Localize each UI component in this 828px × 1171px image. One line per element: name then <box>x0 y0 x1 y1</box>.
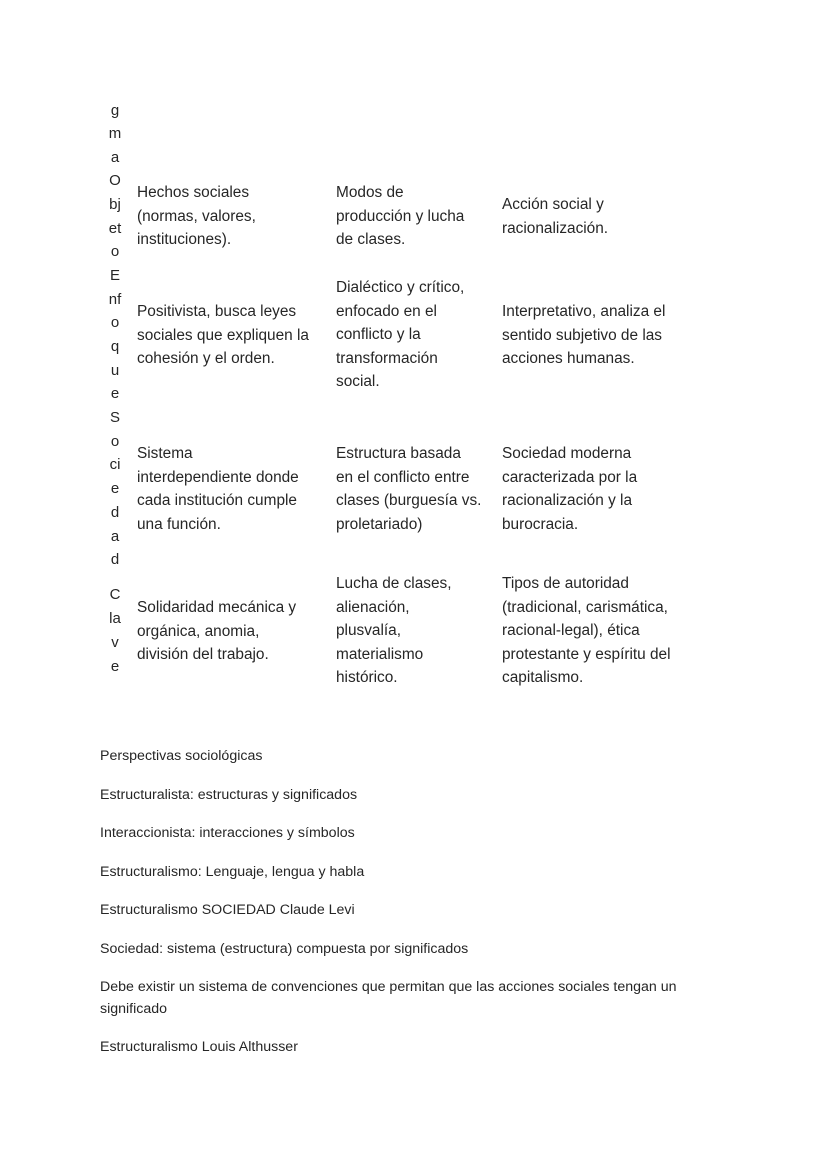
table-cell-objeto-durkheim <box>137 181 329 252</box>
row-header-fragment: v <box>111 634 119 651</box>
cell-line: producción y lucha <box>336 207 465 225</box>
note-paragraph <box>100 976 677 1020</box>
row-header-fragment: a <box>110 528 120 545</box>
cell-line: racionalización y la <box>502 492 633 510</box>
cell-line: materialismo <box>336 645 424 663</box>
cell-line: social. <box>336 373 380 391</box>
row-header-fragment: u <box>110 362 120 379</box>
table-cell-sociedad-marx <box>336 442 494 536</box>
note-line: Interaccionista: interacciones y símbolos <box>100 825 355 841</box>
row-header-fragment: e <box>110 480 120 497</box>
row-header-fragment: la <box>109 610 121 627</box>
cell-line: división del trabajo. <box>137 646 269 664</box>
cell-line: cada institución cumple <box>137 492 297 510</box>
row-header-fragment: g <box>110 102 120 119</box>
row-header-fragment: nf <box>108 291 122 308</box>
table-cell-clave-durkheim <box>137 596 329 667</box>
note-paragraph <box>100 861 364 883</box>
row-header-fragment: o <box>110 433 120 450</box>
cell-line: en el conflicto entre <box>336 468 470 486</box>
cell-line: Positivista, busca leyes <box>137 303 297 320</box>
row-header-fragment: et <box>108 220 122 237</box>
cell-line: histórico. <box>336 669 398 687</box>
cell-line: Tipos de autoridad <box>502 575 629 592</box>
note-line: Debe existir un sistema de convenciones que permitan que las acciones sociales tengan un <box>100 979 677 995</box>
cell-line: Estructura basada <box>336 445 461 462</box>
note-paragraph <box>100 822 355 844</box>
cell-line: protestante y espíritu del <box>502 645 671 663</box>
row-header-fragment: S <box>109 409 120 426</box>
row-header-fragment: o <box>110 243 120 260</box>
cell-line: (tradicional, carismática, <box>502 598 668 616</box>
row-header-fragment: d <box>110 504 120 521</box>
table-cell-clave-weber <box>502 572 702 690</box>
note-line: Perspectivas sociológicas <box>100 748 263 764</box>
cell-line: interdependiente donde <box>137 468 299 486</box>
cell-line: Modos de <box>336 184 404 201</box>
row-header-fragment: d <box>110 551 120 568</box>
note-paragraph <box>100 784 357 806</box>
row-header-fragment: ci <box>109 456 121 473</box>
cell-line: plusvalía, <box>336 622 402 640</box>
row-header-fragment: q <box>110 338 120 355</box>
table-cell-sociedad-durkheim <box>137 442 329 536</box>
row-header-fragment: m <box>108 125 122 142</box>
note-line: Sociedad: sistema (estructura) compuesta por significados <box>100 941 469 957</box>
cell-line: burocracia. <box>502 515 579 533</box>
cell-line: (normas, valores, <box>137 207 256 225</box>
cell-line: racionalización. <box>502 219 609 237</box>
note-paragraph <box>100 899 355 921</box>
row-header-fragment: e <box>110 658 120 675</box>
row-header-fragment: e <box>110 385 120 402</box>
table-cell-clave-marx <box>336 572 494 690</box>
note-line: Estructuralista: estructuras y significados <box>100 787 358 803</box>
cell-line: transformación <box>336 349 438 367</box>
cell-line: instituciones). <box>137 231 232 249</box>
cell-line: caracterizada por la <box>502 468 638 486</box>
cell-line: Lucha de clases, <box>336 575 452 592</box>
cell-line: orgánica, anomia, <box>137 622 260 640</box>
cell-line: Interpretativo, analiza el <box>502 303 666 320</box>
cell-line: Solidaridad mecánica y <box>137 599 297 616</box>
cell-line: de clases. <box>336 231 406 249</box>
row-header-fragment: a <box>110 149 120 166</box>
cell-line: sociales que expliquen la <box>137 326 309 344</box>
note-paragraph <box>100 938 468 960</box>
cell-line: alienación, <box>336 598 410 616</box>
note-line: Estructuralismo Louis Althusser <box>100 1039 298 1055</box>
row-header-fragment: E <box>109 267 120 284</box>
cell-line: Acción social y <box>502 196 604 213</box>
cell-line: Sociedad moderna <box>502 445 632 462</box>
cell-line: cohesión y el orden. <box>137 350 275 368</box>
note-paragraph <box>100 745 262 767</box>
table-cell-enfoque-marx <box>336 276 494 394</box>
note-line: Estructuralismo SOCIEDAD Claude Levi <box>100 902 355 918</box>
table-cell-enfoque-weber <box>502 300 702 371</box>
cell-line: conflicto y la <box>336 326 421 344</box>
cell-line: acciones humanas. <box>502 350 635 368</box>
cell-line: Sistema <box>137 445 193 462</box>
cell-line: enfocado en el <box>336 302 437 320</box>
note-line: significado <box>100 1001 168 1017</box>
row-header-fragment: bj <box>109 196 121 213</box>
table-cell-sociedad-weber <box>502 442 702 536</box>
note-paragraph <box>100 1036 298 1058</box>
row-header-fragment: O <box>109 172 121 189</box>
cell-line: capitalismo. <box>502 669 584 687</box>
note-line: Estructuralismo: Lenguaje, lengua y habla <box>100 864 365 880</box>
table-cell-enfoque-durkheim <box>137 300 329 371</box>
cell-line: proletariado) <box>336 515 423 533</box>
cell-line: sentido subjetivo de las <box>502 326 662 344</box>
row-header-fragment: o <box>110 314 120 331</box>
cell-line: Dialéctico y crítico, <box>336 279 465 296</box>
table-cell-objeto-marx <box>336 181 494 252</box>
row-header-fragment: C <box>109 586 121 603</box>
cell-line: racional-legal), ética <box>502 622 640 640</box>
cell-line: Hechos sociales <box>137 184 250 201</box>
cell-line: una función. <box>137 515 221 533</box>
cell-line: clases (burguesía vs. <box>336 492 482 510</box>
table-cell-objeto-weber <box>502 193 702 240</box>
